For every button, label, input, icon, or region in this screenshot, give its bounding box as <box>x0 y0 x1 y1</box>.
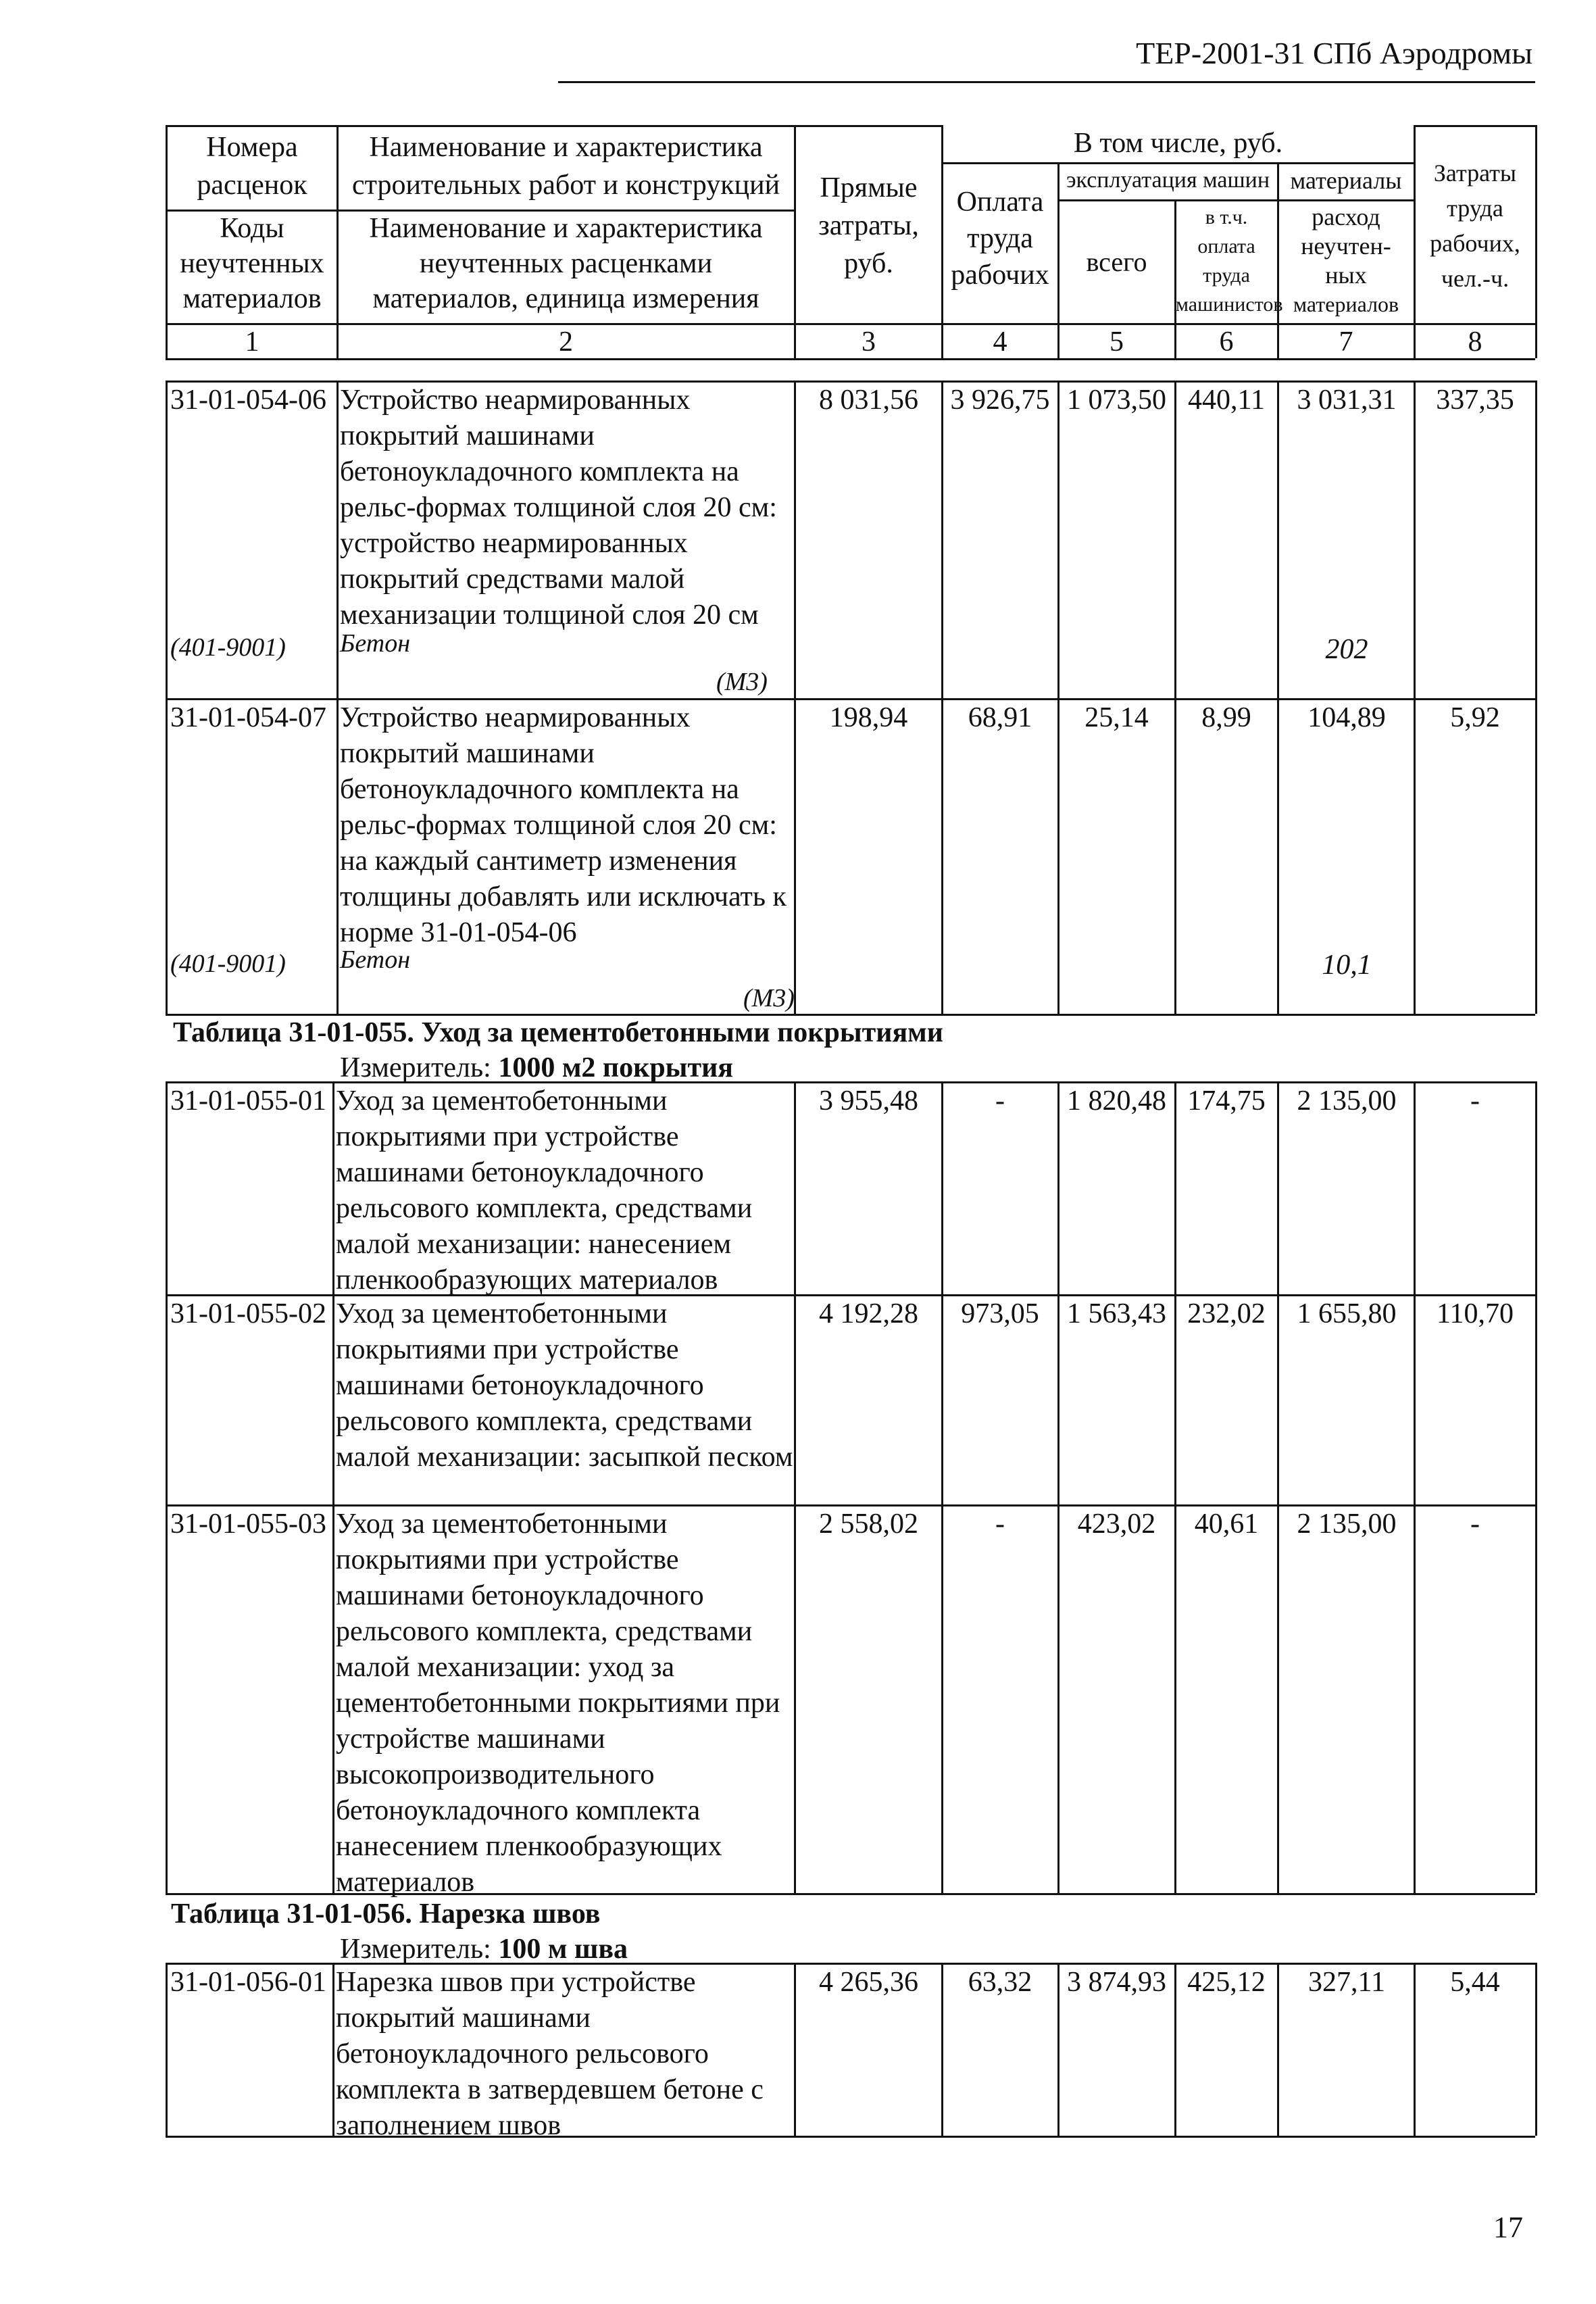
material-quantity: 202 <box>1325 634 1368 665</box>
rule <box>1057 199 1414 201</box>
header-name-bottom: Наименование и характеристика неучтенных расценками материалов, единица измерения <box>369 213 763 314</box>
rate-description: Уход за цементобетонными покрытиями при устройстве машинами бетоноукладочного рельсового комплекта, средствами малой механизации: засыпкой песком <box>336 1298 793 1473</box>
header-rule <box>558 81 1535 83</box>
column-number: 5 <box>1109 326 1124 358</box>
rule <box>1057 381 1059 1014</box>
machinist-pay: 8,99 <box>1201 702 1251 733</box>
labor-pay: - <box>995 1509 1005 1540</box>
labor-hours: 5,92 <box>1450 702 1500 733</box>
labor-pay: 973,05 <box>961 1298 1039 1329</box>
machines-total: 3 874,93 <box>1067 1967 1166 1998</box>
table-055-title: Таблица 31-01-055. Уход за цементобетонными покрытиями <box>173 1017 943 1048</box>
material-unit: (М3) <box>716 668 768 696</box>
labor-hours: - <box>1470 1509 1480 1540</box>
materials: 104,89 <box>1307 702 1386 733</box>
rule <box>1535 381 1537 1014</box>
rate-description: Устройство неармированных покрытий машинами бетоноукладочного комплекта на рельс-формах толщиной слоя 20 см: устройство неармированных покрытий средствами малой механизации толщиной слоя 20 см <box>340 385 777 631</box>
table-055-meter: Измеритель: 1000 м2 покрытия <box>340 1052 734 1083</box>
rule <box>1535 125 1537 358</box>
materials: 1 655,80 <box>1297 1298 1397 1329</box>
labor-hours: 337,35 <box>1436 385 1514 416</box>
rate-code: 31-01-056-01 <box>170 1967 326 1998</box>
rule <box>1414 125 1535 127</box>
rule <box>1277 1081 1279 1893</box>
rule <box>1277 381 1279 1014</box>
rule <box>794 1081 796 1893</box>
rule <box>1414 1081 1416 1893</box>
rule <box>1535 1963 1537 2136</box>
material-quantity: 10,1 <box>1322 950 1372 981</box>
rule <box>336 381 339 1014</box>
rule <box>166 1963 168 2136</box>
header-group: В том числе, руб. <box>1073 128 1283 159</box>
machines-total: 423,02 <box>1077 1509 1156 1540</box>
document-header-title: ТЕР-2001-31 СПб Аэродромы <box>1136 36 1532 70</box>
header-labor-pay: Оплата труда рабочих <box>951 187 1049 291</box>
rule <box>941 1081 943 1893</box>
column-number: 7 <box>1339 326 1353 358</box>
page-number: 17 <box>1493 2211 1523 2244</box>
direct-costs: 3 955,48 <box>819 1085 918 1117</box>
rule <box>332 1963 334 2136</box>
header-materials: материалы <box>1290 167 1402 194</box>
labor-pay: 63,32 <box>968 1967 1032 1998</box>
labor-hours: - <box>1470 1085 1480 1117</box>
rule <box>166 125 941 127</box>
material-name: Бетон <box>340 629 411 658</box>
column-number: 6 <box>1219 326 1234 358</box>
materials: 3 031,31 <box>1297 385 1397 416</box>
header-codes-bottom: Коды неучтенных материалов <box>180 213 324 314</box>
rule <box>166 381 168 1014</box>
rate-description: Уход за цементобетонными покрытиями при устройстве машинами бетоноукладочного рельсового комплекта, средствами малой механизации: нанесением пленкообразующих материалов <box>336 1085 753 1296</box>
column-number: 3 <box>862 326 876 358</box>
table-056-meter: Измеритель: 100 м шва <box>340 1934 628 1965</box>
column-number: 8 <box>1468 326 1482 358</box>
labor-hours: 110,70 <box>1437 1298 1514 1329</box>
header-labor-hours: Затраты труда рабочих, чел.-ч. <box>1430 160 1520 292</box>
direct-costs: 8 031,56 <box>819 385 918 416</box>
labor-pay: 68,91 <box>968 702 1032 733</box>
column-number: 4 <box>993 326 1007 358</box>
machines-total: 25,14 <box>1084 702 1149 733</box>
column-number: 2 <box>559 326 573 358</box>
rate-code: 31-01-054-06 <box>170 385 326 416</box>
rule <box>1057 1081 1059 1893</box>
rule <box>166 358 1535 360</box>
header-unaccounted-materials: расход неучтен- ных материалов <box>1293 203 1399 316</box>
rate-code: 31-01-055-02 <box>170 1298 326 1329</box>
rate-code: 31-01-055-03 <box>170 1509 326 1540</box>
column-number: 1 <box>245 326 259 358</box>
rate-description: Нарезка швов при устройстве покрытий машинами бетоноукладочного рельсового комплекта в затвердевшем бетоне с заполнением швов <box>336 1967 764 2141</box>
header-machines-total: всего <box>1086 247 1147 277</box>
material-code: (401-9001) <box>170 633 286 662</box>
machines-total: 1 073,50 <box>1067 385 1166 416</box>
header-machines: эксплуатация машин <box>1066 168 1270 193</box>
labor-hours: 5,44 <box>1450 1967 1500 1998</box>
header-name-top: Наименование и характеристика строительных работ и конструкций <box>351 132 780 201</box>
rule <box>1174 381 1176 1014</box>
rate-code: 31-01-055-01 <box>170 1085 326 1117</box>
header-direct-costs: Прямые затраты, руб. <box>818 172 919 279</box>
rule <box>166 323 1535 325</box>
materials: 2 135,00 <box>1297 1085 1397 1117</box>
header-codes-top: Номера расценок <box>197 132 307 201</box>
machinist-pay: 440,11 <box>1188 385 1265 416</box>
direct-costs: 4 192,28 <box>819 1298 918 1329</box>
material-unit: (М3) <box>743 984 795 1012</box>
material-code: (401-9001) <box>170 950 286 978</box>
rule <box>941 381 943 1014</box>
rule <box>166 1081 168 1893</box>
rule <box>941 162 1414 164</box>
rule <box>1535 1081 1537 1893</box>
header-machinist-pay: в т.ч. оплата труда машинистов <box>1176 206 1283 316</box>
materials: 327,11 <box>1308 1967 1385 1998</box>
direct-costs: 2 558,02 <box>819 1509 918 1540</box>
rule <box>332 1081 334 1893</box>
material-name: Бетон <box>340 946 411 974</box>
machinist-pay: 40,61 <box>1194 1509 1259 1540</box>
machines-total: 1 563,43 <box>1067 1298 1166 1329</box>
rate-code: 31-01-054-07 <box>170 702 326 733</box>
rate-description: Уход за цементобетонными покрытиями при устройстве машинами бетоноукладочного рельсового комплекта, средствами малой механизации: уход за цементобетонными покрытиями при устройстве машинами высокопроизводительного бетоноукладочного комплекта нанесением пленкообразующих материалов <box>336 1509 780 1898</box>
direct-costs: 4 265,36 <box>819 1967 918 1998</box>
rule <box>1174 1081 1176 1893</box>
machinist-pay: 425,12 <box>1187 1967 1266 1998</box>
labor-pay: - <box>995 1085 1005 1117</box>
rule <box>1414 381 1416 1014</box>
rule <box>794 381 796 1014</box>
machinist-pay: 174,75 <box>1187 1085 1266 1117</box>
machines-total: 1 820,48 <box>1067 1085 1166 1117</box>
machinist-pay: 232,02 <box>1187 1298 1266 1329</box>
table-056-title: Таблица 31-01-056. Нарезка швов <box>171 1898 601 1930</box>
rate-description: Устройство неармированных покрытий машинами бетоноукладочного комплекта на рельс-формах толщиной слоя 20 см: на каждый сантиметр изменения толщины добавлять или исключать к норме 31-01-054-06 <box>340 702 787 948</box>
direct-costs: 198,94 <box>829 702 908 733</box>
labor-pay: 3 926,75 <box>950 385 1050 416</box>
materials: 2 135,00 <box>1297 1509 1397 1540</box>
